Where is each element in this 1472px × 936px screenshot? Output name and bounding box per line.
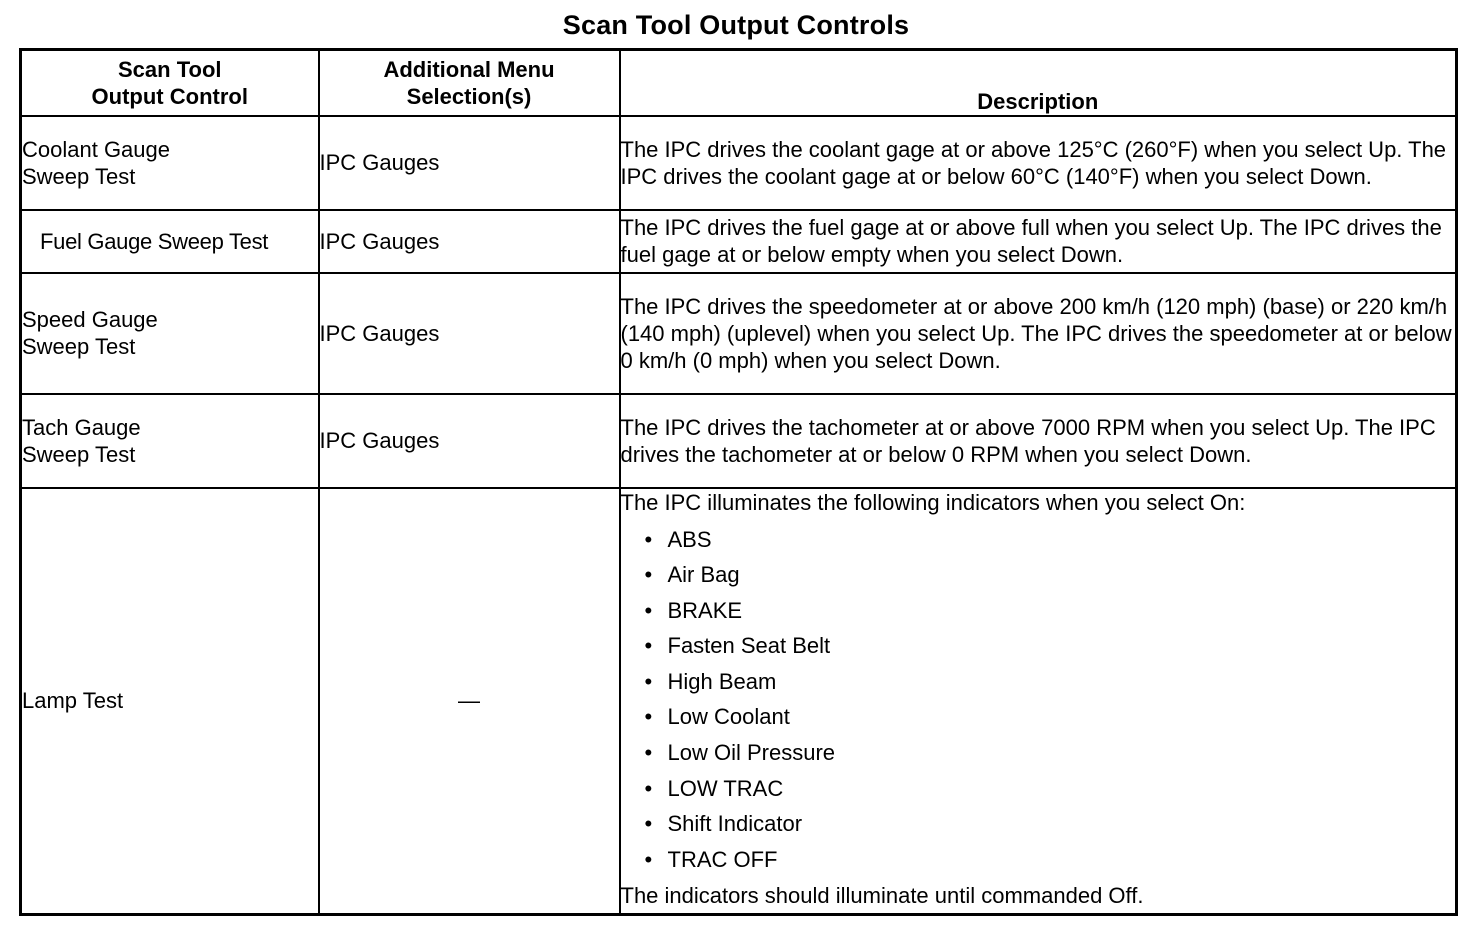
list-item: [621, 664, 1456, 700]
bullet-icon: •: [644, 775, 653, 801]
table-row: [21, 210, 1457, 273]
bullet-icon: •: [644, 633, 653, 659]
list-item: [621, 806, 1456, 842]
list-item: [621, 557, 1456, 593]
indicator-label: Low Oil Pressure: [667, 740, 836, 766]
table-row: [21, 394, 1457, 488]
menu-cell: —: [319, 488, 620, 915]
bullet-icon: •: [644, 846, 653, 872]
menu-cell: IPC Gauges: [319, 394, 620, 488]
bullet-icon: •: [644, 740, 653, 766]
indicator-label: LOW TRAC: [667, 775, 784, 801]
list-item: [621, 735, 1456, 771]
indicator-label: Shift Indicator: [667, 811, 803, 837]
bullet-icon: •: [644, 597, 653, 623]
table-row: [21, 116, 1457, 210]
table-row: [21, 488, 1457, 915]
lamp-description-outro: The indicators should illuminate until commanded Off.: [620, 883, 1144, 909]
bullet-icon: •: [644, 704, 653, 730]
control-cell: Tach Gauge Sweep Test: [21, 394, 319, 488]
header-menu-selection: Additional Menu Selection(s): [319, 50, 620, 116]
description-cell: [620, 488, 1457, 915]
bullet-icon: •: [644, 562, 653, 588]
indicator-label: TRAC OFF: [667, 846, 778, 872]
header-output-control: Scan Tool Output Control: [21, 50, 319, 116]
description-cell: The IPC drives the tachometer at or above 7000 RPM when you select Up. The IPC drives the tachometer at or below 0 RPM when you select Down.: [620, 394, 1457, 488]
menu-cell: IPC Gauges: [319, 210, 620, 273]
list-item: [621, 842, 1456, 878]
bullet-icon: •: [644, 811, 653, 837]
indicator-label: BRAKE: [667, 597, 743, 623]
indicator-list: [621, 522, 1456, 878]
table-title: Scan Tool Output Controls: [562, 10, 910, 40]
control-cell: Lamp Test: [21, 488, 319, 915]
bullet-icon: •: [644, 668, 653, 694]
list-item: [621, 699, 1456, 735]
control-cell: Coolant Gauge Sweep Test: [21, 116, 319, 210]
indicator-label: Low Coolant: [667, 704, 790, 730]
description-cell: The IPC drives the coolant gage at or above 125°C (260°F) when you select Up. The IPC drives the coolant gage at or below 60°C (140°F) when you select Down.: [620, 116, 1457, 210]
list-item: [621, 771, 1456, 807]
description-cell: The IPC drives the speedometer at or above 200 km/h (120 mph) (base) or 220 km/h (140 mph) (uplevel) when you select Up. The IPC drives the speedometer at or below 0 km/h (0 mph) when you select Down.: [620, 273, 1457, 394]
bullet-icon: •: [644, 526, 653, 552]
lamp-description-intro: The IPC illuminates the following indicators when you select On:: [620, 489, 1246, 515]
indicator-label: Fasten Seat Belt: [667, 633, 831, 659]
menu-cell: IPC Gauges: [319, 116, 620, 210]
indicator-label: Air Bag: [667, 562, 740, 588]
header-description: Description: [620, 50, 1457, 116]
description-cell: The IPC drives the fuel gage at or above full when you select Up. The IPC drives the fuel gage at or below empty when you select Down.: [620, 210, 1457, 273]
control-cell: Fuel Gauge Sweep Test: [21, 210, 319, 273]
indicator-label: High Beam: [667, 668, 777, 694]
indicator-label: ABS: [667, 526, 712, 552]
table-row: [21, 273, 1457, 394]
menu-cell: IPC Gauges: [319, 273, 620, 394]
control-cell: Speed Gauge Sweep Test: [21, 273, 319, 394]
list-item: [621, 628, 1456, 664]
list-item: [621, 522, 1456, 558]
output-controls-table: [19, 48, 1458, 916]
list-item: [621, 593, 1456, 629]
header-row: [21, 50, 1457, 116]
